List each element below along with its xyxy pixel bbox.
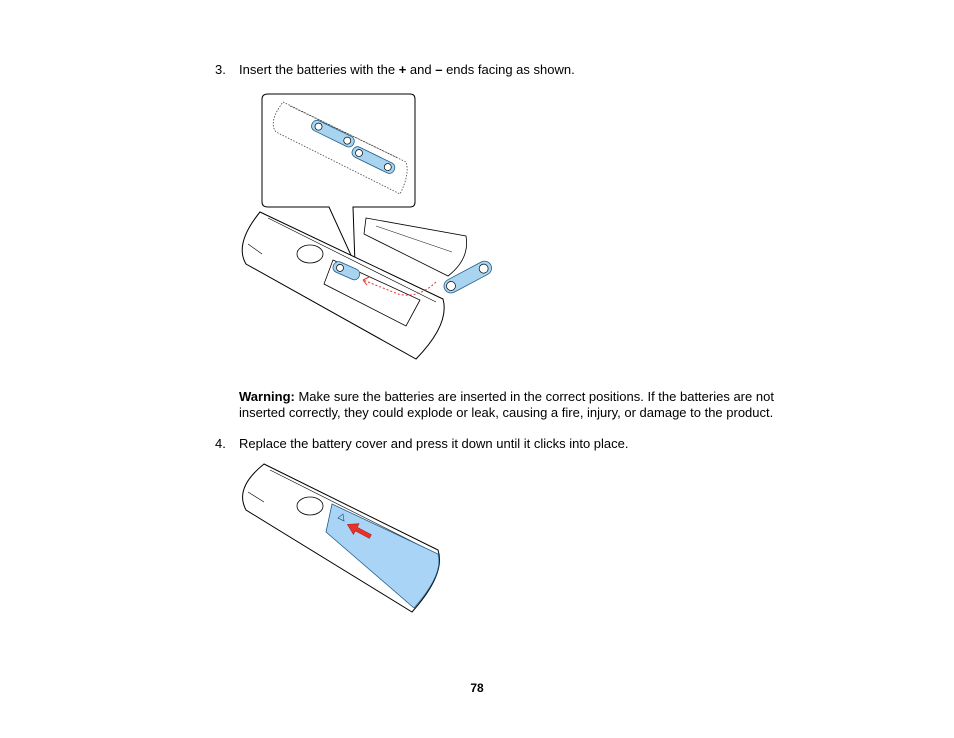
remote-button — [297, 497, 323, 515]
battery-cover-illustration — [238, 462, 443, 612]
battery-insert-illustration — [238, 94, 498, 362]
page-number: 78 — [470, 681, 484, 695]
step-4 — [215, 436, 775, 452]
step-number: 3. — [215, 62, 226, 77]
step-text-after: ends facing as shown. — [442, 62, 575, 77]
warning-note — [239, 389, 799, 421]
remote-button — [297, 245, 323, 263]
step-3 — [215, 62, 775, 78]
step-text: Replace the battery cover and press it down until it clicks into place. — [239, 436, 629, 451]
minus-sign: – — [435, 62, 443, 77]
step-text-mid: and — [406, 62, 436, 77]
step-number: 4. — [215, 436, 226, 451]
step-text — [239, 62, 575, 77]
warning-label: Warning: — [239, 389, 295, 404]
plus-sign: + — [398, 62, 407, 77]
warning-text: Make sure the batteries are inserted in the correct positions. If the batteries are not inserted correctly, they could explode or leak, causing a fire, injury, or damage to the product. — [239, 389, 774, 420]
step-text-before: Insert the batteries with the — [239, 62, 399, 77]
removed-battery-cover — [364, 218, 467, 276]
